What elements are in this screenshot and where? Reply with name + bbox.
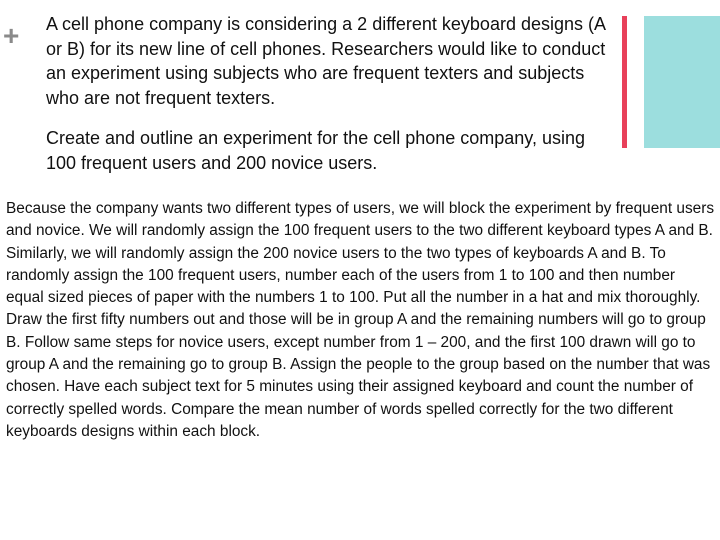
answer-paragraph: Because the company wants two different types of users, we will block the experiment by frequent users and novice. We will randomly assign the 100 frequent users to the two different keyboard types A and B. Similarly, we will randomly assign the 200 novice users to the two types of keyboards A and B. To randomly assign the 100 frequent users, number each of the users from 1 to 100 and then number equal sized pieces of paper with the numbers 1 to 100. Put all the number in a hat and mix thoroughly. Draw the first fifty numbers out and those will be in group A and the remaining numbers will go to group B. Follow same steps for novice users, except number from 1 – 200, and the first 100 drawn will go to group A and the remaining go to group B. Assign the people to the group based on the number that was chosen. Have each subject text for 5 minutes using their assigned keyboard and count the number of correctly spelled words. Compare the mean number of words spelled correctly for the two different keyboards designs within each block. bbox=[6, 200, 715, 440]
accent-bar-red bbox=[622, 16, 627, 148]
question-paragraph-2: Create and outline an experiment for the cell phone company, using 100 frequent users and 200 novice users. bbox=[46, 128, 585, 173]
question-paragraph-1: A cell phone company is considering a 2 different keyboard designs (A or B) for its new line of cell phones. Researchers would like to conduct an experiment using subjects who are frequent texters and subjects who are not frequent texters. bbox=[46, 14, 606, 108]
accent-bar-teal bbox=[644, 16, 720, 148]
plus-icon: + bbox=[3, 20, 20, 51]
